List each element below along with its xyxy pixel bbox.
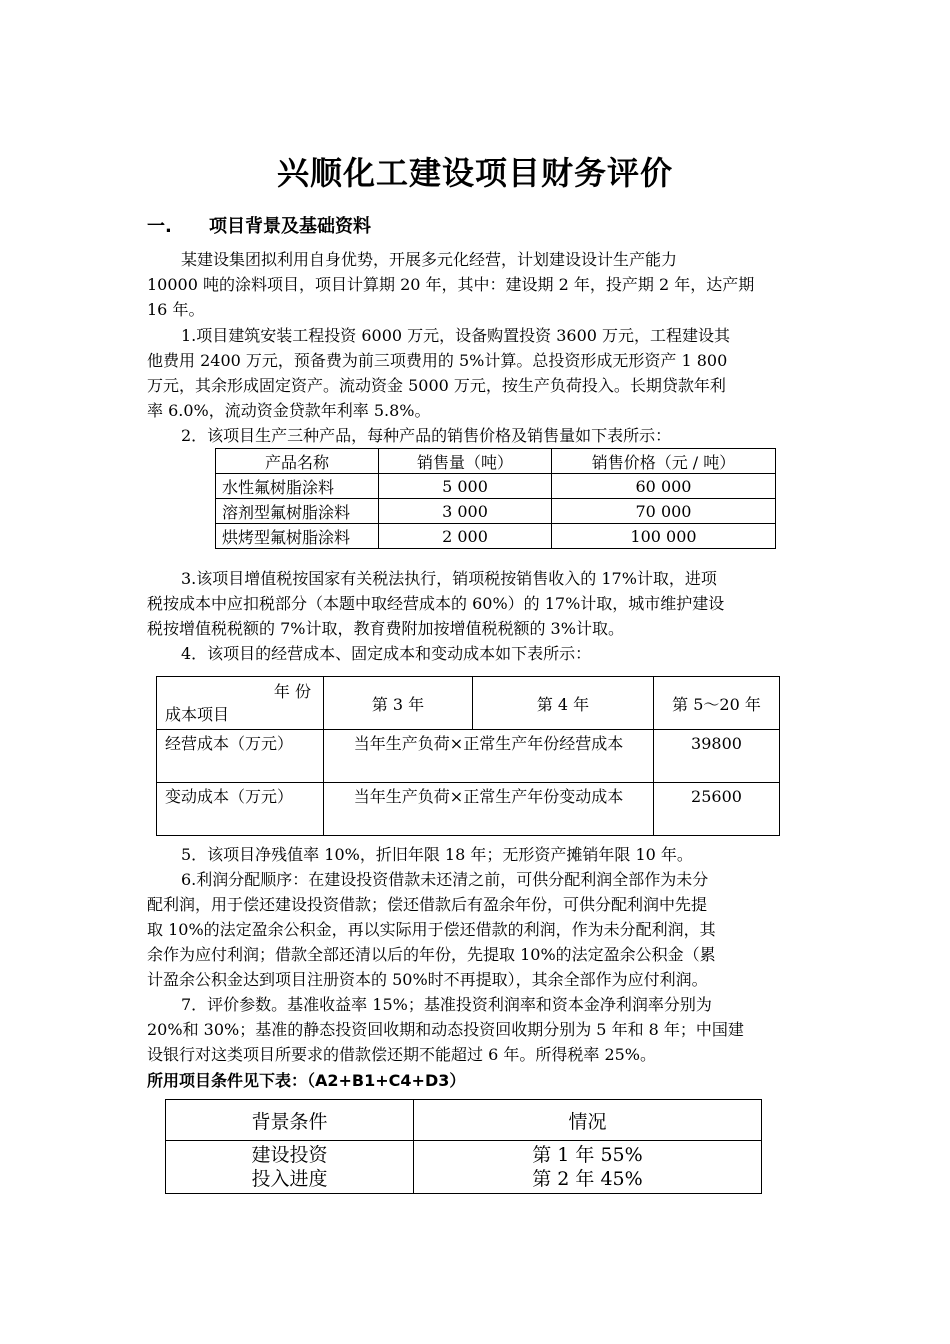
item-2-paragraph: [147, 423, 807, 448]
condition-value-line: 第 1 年 55%: [532, 1144, 643, 1166]
section-heading: [147, 212, 371, 238]
table-header-row: [216, 449, 776, 474]
item-7-paragraph: [147, 992, 807, 1067]
price-cell: 70 000: [552, 499, 776, 524]
header-cell: 产品名称: [216, 449, 379, 474]
text-line: 20%和 30%；基准的静态投资回收期和动态投资回收期分别为 5 年和 8 年；中国建: [147, 1020, 744, 1039]
table-row: [166, 1141, 762, 1194]
quantity-cell: 2 000: [379, 524, 552, 549]
text-line: 取 10%的法定盈余公积金，再以实际用于偿还借款的利润，作为未分配利润，其: [147, 920, 716, 939]
text-line: 税按增值税税额的 7%计取，教育费附加按增值税税额的 3%计取。: [147, 619, 624, 638]
item-4-paragraph: [147, 641, 807, 666]
header-cell: 第 4 年: [473, 677, 654, 730]
condition-value-line: 第 2 年 45%: [532, 1168, 643, 1190]
table-row: [216, 524, 776, 549]
text-line: 5．该项目净残值率 10%，折旧年限 18 年；无形资产摊销年限 10 年。: [181, 845, 693, 864]
header-cell: 情况: [414, 1100, 762, 1141]
costs-table: [156, 676, 780, 836]
text-line: 2．该项目生产三种产品，每种产品的销售价格及销售量如下表所示：: [181, 426, 672, 445]
cost-value-cell: 25600: [654, 783, 780, 836]
corner-year-label: 年 份: [273, 682, 311, 701]
item-1-paragraph: [147, 323, 807, 423]
text-line: 余作为应付利润；借款全部还清以后的年份，先提取 10%的法定盈余公积金（累: [147, 945, 716, 964]
product-name-cell: 烘烤型氟树脂涂料: [216, 524, 379, 549]
text-line: 他费用 2400 万元，预备费为前三项费用的 5%计算。总投资形成无形资产 1 800: [147, 351, 728, 370]
cost-formula-cell: 当年生产负荷×正常生产年份经营成本: [324, 730, 654, 783]
quantity-cell: 3 000: [379, 499, 552, 524]
conditions-table: [165, 1099, 762, 1194]
condition-label-cell: [166, 1141, 414, 1194]
corner-item-label: 成本项目: [165, 705, 230, 724]
text-line: 3.该项目增值税按国家有关税法执行，销项税按销售收入的 17%计取，进项: [181, 569, 717, 588]
table-row: [216, 499, 776, 524]
header-cell: 销售量（吨）: [379, 449, 552, 474]
table-header-row: [166, 1100, 762, 1141]
item-5-paragraph: [147, 842, 807, 867]
products-table: [215, 448, 776, 549]
text-line: 某建设集团拟利用自身优势，开展多元化经营，计划建设设计生产能力: [181, 250, 678, 269]
header-cell: 销售价格（元 / 吨）: [552, 449, 776, 474]
table-row: [157, 730, 780, 783]
conditions-label: 所用项目条件见下表：（A2+B1+C4+D3）: [147, 1071, 466, 1090]
text-line: 率 6.0%，流动资金贷款年利率 5.8%。: [147, 401, 431, 420]
text-line: 6.利润分配顺序：在建设投资借款未还清之前，可供分配利润全部作为未分: [181, 870, 709, 889]
text-line: 4．该项目的经营成本、固定成本和变动成本如下表所示：: [181, 644, 592, 663]
text-line: 设银行对这类项目所要求的借款偿还期不能超过 6 年。所得税率 25%。: [147, 1045, 657, 1064]
cost-name-cell: 经营成本（万元）: [157, 730, 324, 783]
text-line: 1.项目建筑安装工程投资 6000 万元，设备购置投资 3600 万元，工程建设其: [181, 326, 731, 345]
cost-name-cell: 变动成本（万元）: [157, 783, 324, 836]
header-cell: 第 5～20 年: [654, 677, 780, 730]
condition-label-line: 投入进度: [251, 1168, 328, 1190]
cost-value-cell: 39800: [654, 730, 780, 783]
quantity-cell: 5 000: [379, 474, 552, 499]
text-line: 配利润，用于偿还建设投资借款；偿还借款后有盈余年份，可供分配利润中先提: [147, 895, 708, 914]
cost-formula-cell: 当年生产负荷×正常生产年份变动成本: [324, 783, 654, 836]
item-6-paragraph: [147, 867, 807, 992]
section-title: 项目背景及基础资料: [209, 216, 371, 237]
price-cell: 60 000: [552, 474, 776, 499]
page-title: 兴顺化工建设项目财务评价: [276, 154, 673, 192]
product-name-cell: 水性氟树脂涂料: [216, 474, 379, 499]
condition-value-cell: [414, 1141, 762, 1194]
product-name-cell: 溶剂型氟树脂涂料: [216, 499, 379, 524]
text-line: 7．评价参数。基准收益率 15%；基准投资利润率和资本金净利润率分别为: [181, 995, 712, 1014]
text-line: 10000 吨的涂料项目，项目计算期 20 年，其中：建设期 2 年，投产期 2 年，达产期: [147, 275, 755, 294]
text-line: 税按成本中应扣税部分（本题中取经营成本的 60%）的 17%计取，城市维护建设: [147, 594, 725, 613]
section-number: 一.: [147, 216, 172, 237]
header-cell: 背景条件: [166, 1100, 414, 1141]
text-line: 16 年。: [147, 300, 205, 319]
text-line: 万元，其余形成固定资产。流动资金 5000 万元，按生产负荷投入。长期贷款年利: [147, 376, 726, 395]
item-3-paragraph: [147, 566, 807, 641]
corner-header-cell: [157, 677, 324, 730]
table-header-row: [157, 677, 780, 730]
table-row: [216, 474, 776, 499]
text-line: 计盈余公积金达到项目注册资本的 50%时不再提取），其余全部作为应付利润。: [147, 970, 708, 989]
table-row: [157, 783, 780, 836]
condition-label-line: 建设投资: [251, 1144, 328, 1166]
price-cell: 100 000: [552, 524, 776, 549]
header-cell: 第 3 年: [324, 677, 473, 730]
intro-paragraph: [147, 247, 807, 322]
